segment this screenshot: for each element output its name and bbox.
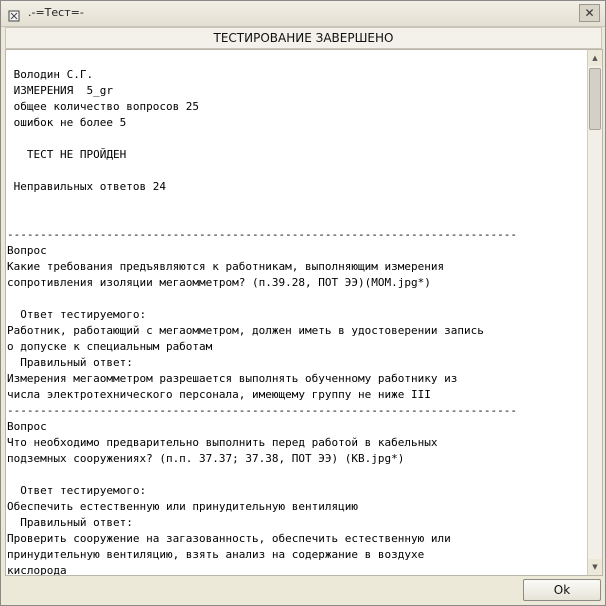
line: общее количество вопросов 25 xyxy=(7,100,200,113)
line: Неправильных ответов 24 xyxy=(7,180,166,193)
line: ИЗМЕРЕНИЯ 5_gr xyxy=(7,84,113,97)
line: о допуске к специальным работам xyxy=(7,340,213,353)
title-bar xyxy=(1,1,605,27)
line: Работник, работающий с мегаомметром, должен иметь в удостоверении запись xyxy=(7,324,484,337)
line: Измерения мегаомметром разрешается выполнять обученному работнику из xyxy=(7,372,458,385)
line: Что необходимо предварительно выполнить перед работой в кабельных xyxy=(7,436,438,449)
line: ТЕСТ НЕ ПРОЙДЕН xyxy=(7,148,127,161)
ok-button[interactable]: Ok xyxy=(523,579,601,601)
line: принудительную вентиляцию, взять анализ на содержание в воздухе xyxy=(7,548,425,561)
line: Ответ тестируемого: xyxy=(7,308,147,321)
window-title: .-=Тест=- xyxy=(28,6,84,19)
line: Какие требования предъявляются к работникам, выполняющим измерения xyxy=(7,260,445,273)
line: ----------------------------------------------------------------------------- xyxy=(7,228,517,241)
line: числа электротехнического персонала, имеющему группу не ниже III xyxy=(7,388,431,401)
close-icon: ✕ xyxy=(584,6,595,20)
vertical-scrollbar[interactable] xyxy=(587,49,603,576)
line: Вопрос xyxy=(7,244,47,257)
scroll-down-button[interactable] xyxy=(588,559,602,575)
line: Проверить сооружение на загазованность, обеспечить естественную или xyxy=(7,532,451,545)
line: ошибок не более 5 xyxy=(7,116,127,129)
line: ----------------------------------------------------------------------------- xyxy=(7,404,517,417)
scroll-up-button[interactable] xyxy=(588,50,602,66)
line: Правильный ответ: xyxy=(7,516,133,529)
line: сопротивления изоляции мегаомметром? (п.39.28, ПОТ ЭЭ)(MOM.jpg*) xyxy=(7,276,431,289)
line: Вопрос xyxy=(7,420,47,433)
result-text-area[interactable] xyxy=(5,49,587,576)
close-button[interactable] xyxy=(579,4,600,22)
arrow-down-icon: ▼ xyxy=(592,563,598,571)
arrow-up-icon: ▲ xyxy=(592,54,598,62)
line: подземных сооружениях? (п.п. 37.37; 37.38, ПОТ ЭЭ) (KB.jpg*) xyxy=(7,452,405,465)
line: Обеспечить естественную или принудительную вентиляцию xyxy=(7,500,358,513)
line: Ответ тестируемого: xyxy=(7,484,147,497)
line: Володин С.Г. xyxy=(7,68,94,81)
result-header: ТЕСТИРОВАНИЕ ЗАВЕРШЕНО xyxy=(5,27,602,49)
result-text xyxy=(7,67,517,576)
line: Правильный ответ: xyxy=(7,356,133,369)
footer xyxy=(5,577,602,603)
line: кислорода xyxy=(7,564,67,576)
scroll-thumb[interactable] xyxy=(589,68,601,130)
app-icon xyxy=(8,7,20,19)
